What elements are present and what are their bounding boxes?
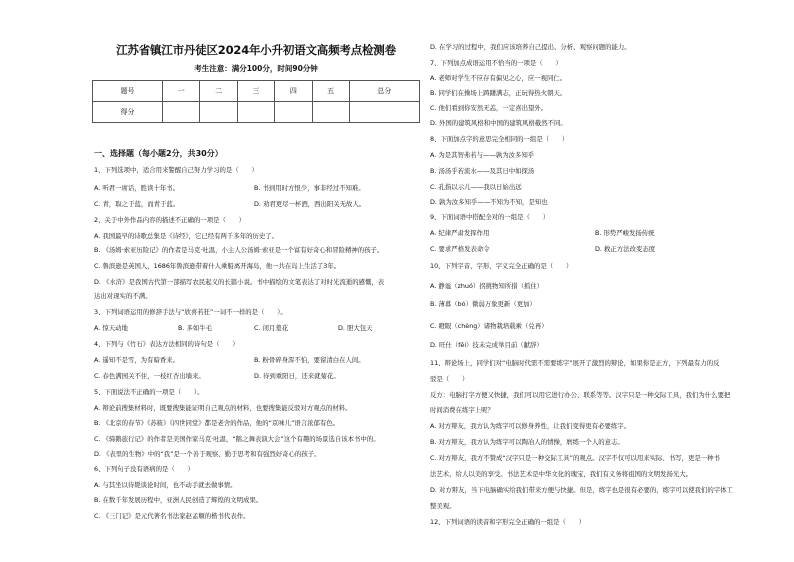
option-line: D. 《水浒》是我国古代第一部描写农民起义的长篇小说。书中描绘的文笔表达了对时光流逝的感慨，表 <box>94 278 385 286</box>
option-line: 法艺术，给人以美的享受。书法艺术是中华文化的瑰宝，我们有义务将祖国的文明发扬光大。 <box>430 470 693 478</box>
score-cell: 四 <box>275 81 312 102</box>
score-table-score-row <box>93 102 420 123</box>
score-table <box>92 80 420 123</box>
score-input-cell[interactable] <box>312 102 349 123</box>
score-input-cell[interactable] <box>163 102 200 123</box>
question-line: 5、下面说法不正确的一项是（ ）。 <box>94 388 204 396</box>
question-line: 1、下列选项中，适合用来警醒自己努力学习的是（ ） <box>94 166 258 174</box>
page-title: 江苏省镇江市丹徒区2024年小升初语文高频考点检测卷 <box>116 43 396 57</box>
option-line: B. 书到用时方恨少，事非经过不知难。 <box>254 184 365 192</box>
option-line: A. 惊天动地 <box>94 324 128 332</box>
option-line: A. 纪律严肃发挥作用 <box>430 229 490 237</box>
question-line: 驳是（ ） <box>430 375 469 383</box>
question-line: 2、关于中外作品内容的描述不正确的一项是（ ） <box>94 216 246 224</box>
option-line: C. 鲁滨逊是英国人，1686年鲁滨逊带着什人乘船离开海岛，他一共在岛上生活了3年。 <box>94 262 341 270</box>
score-input-cell[interactable] <box>200 102 237 123</box>
score-input-cell[interactable] <box>275 102 312 123</box>
option-line: C. 春色满园关不住，一枝红杏出墙来。 <box>94 372 205 380</box>
section-heading: 一、选择题（每小题2分，共30分） <box>94 149 223 158</box>
option-line: A. 辩论前搜集材料时，既要搜集能证明自己观点的材料，也要搜集能反驳对方观点的材料。 <box>94 404 352 412</box>
question-line: 4、下列与《竹石》表达方法相同的诗句是（ ） <box>94 340 239 348</box>
option-line: B. 多如牛毛 <box>178 324 213 332</box>
score-cell: 三 <box>237 81 274 102</box>
option-line: C. 对方辩友，我方不赞成“汉字只是一种交际工具”的观点。汉字不仅可以用来实际、书写，更是一种书 <box>430 454 720 462</box>
score-table-header-row <box>93 81 420 102</box>
option-line: D. 在学习的过程中，我们应该培养自己提出、分析、观察问题的能力。 <box>430 43 631 51</box>
question-line: 10、下列字音、字形、字义完全正确的是（ ） <box>430 262 573 270</box>
option-line: A. 老师对学生不应存有偏见之心，应一视同仁。 <box>430 74 567 82</box>
option-line: B. 汤汤乎若流水——及其日中如探汤 <box>430 167 535 175</box>
option-line: D. 孰为汝多知乎——不知为不知，是知也 <box>430 198 548 206</box>
option-line: A. 为是其智弗若与——孰为汝多知乎 <box>430 151 535 159</box>
option-line: D. 旺仕（fěi）技未完成举目前（献辞） <box>430 341 543 349</box>
option-line: B. 对方辩友，我方认为练字可以陶冶人的情操，磨练一个人的意志。 <box>430 438 624 446</box>
option-line: D. 《表里的生物》中的“我”是一个善于观察、勤于思考和有强烈好奇心的孩子。 <box>94 450 321 458</box>
option-line: D. 外国的建筑风格和中国的建筑风格截然不同。 <box>430 119 567 127</box>
option-line: C. 要求严格发表命令 <box>430 245 490 253</box>
option-line: C. 青，取之于蓝，而青于蓝。 <box>94 200 180 208</box>
passage-line: 反方：电脑打字方便又快捷，我们可以用它进行办公、联系等等。汉字只是一种交际工具，我们为什么要把 <box>430 391 731 399</box>
score-cell: 总分 <box>349 81 419 102</box>
option-line: A. 与其坐以待毙谈论时间，也不动手就去做事情。 <box>94 481 237 489</box>
exam-notice: 考生注意：满分100分，时间90分钟 <box>194 64 318 73</box>
option-line: A. 我国最早的诗歌总集是《诗经》，它已经有两千多年的历史了。 <box>94 232 279 240</box>
option-line: C. 瞪眼（chèng）诸物栽培载乘（兑再） <box>430 322 548 330</box>
option-line: D. 胆大包天 <box>338 324 373 332</box>
score-cell: 一 <box>163 81 200 102</box>
option-line: B. 《北京的春节》《苏筱》《四世同堂》都是老舍的作品，他的“京味儿”语言浓郁有色。 <box>94 419 340 427</box>
option-line: 整美观。 <box>430 502 456 510</box>
question-line: 7、下列加点成语运用不恰当的一项是（ ） <box>430 59 562 67</box>
option-line: B. 同学们在操场上踌躇满志，正玩得热火朝天。 <box>430 89 567 97</box>
option-line: C. 《三门记》是元代著名书法家赵孟頫的楷书代表作。 <box>94 512 250 520</box>
question-line: 3、下列词语运用的修辞手法与“欣喜若狂”一词不一样的是（ ）。 <box>94 308 287 316</box>
option-line: D. 劝君更尽一杯酒，西出阳关无故人。 <box>254 200 366 208</box>
option-line: D. 对方辩友，当下电脑确实给我们带来方便与快捷。但是，练字也是很有必要的，练字可以使我们的字体工 <box>430 486 733 494</box>
option-line: A. 静谧（zhuó）拐挑物知所措（抓住） <box>430 282 544 290</box>
passage-line: 时间消费在练字上呢？ <box>430 406 494 414</box>
question-line: 12、下列词语的读音和字形完全正确的一组是（ ） <box>430 518 586 526</box>
score-cell: 五 <box>312 81 349 102</box>
option-line: B. 《汤姆·索亚历险记》的作者是马克·吐温，小主人公汤姆·索亚是一个富有好奇心和冒险精神的孩子。 <box>94 246 384 254</box>
option-line: A. 遥知不是雪，为有暗香来。 <box>94 356 180 364</box>
score-input-cell[interactable] <box>349 102 419 123</box>
question-line: 11、辩论场上，同学们对“电脑时代需不需要练字”展开了激烈的辩论，如果你是正方，下列最有力的反 <box>430 359 720 367</box>
question-line: 8、下面加点字的意思完全相同的一组是（ ） <box>430 135 569 143</box>
option-line: C. 《骑鹅旅行记》的作者是美国作家马克·吐温，“鹅之舞表演大会”这个有趣的场景选自该本书中的。 <box>94 435 380 443</box>
option-line: D. 待到重阳日，还来就菊花。 <box>254 372 340 380</box>
option-line: C. 闭月羞花 <box>254 324 289 332</box>
option-line: B. 形势严峻发扬传统 <box>595 229 655 237</box>
option-line: A. 听君一席话，胜读十年书。 <box>94 184 180 192</box>
score-input-cell[interactable] <box>237 102 274 123</box>
option-line: D. 救正方法改变态度 <box>595 245 656 253</box>
score-cell: 二 <box>200 81 237 102</box>
option-line: B. 薄暮（bó）微弱万象更新（更加） <box>430 300 536 308</box>
score-cell: 得分 <box>93 102 163 123</box>
question-line: 9、下面词语中搭配全对的一组是（ ） <box>430 213 550 221</box>
option-line: 达出对现实的不满。 <box>94 292 152 300</box>
option-line: B. 粉骨碎身浑不怕，要留清白在人间。 <box>254 356 365 364</box>
option-line: C. 孔指以示儿——我以日始出远 <box>430 183 522 191</box>
score-cell: 题号 <box>93 81 163 102</box>
option-line: C. 他们看到你安然无恙，一定喜出望外。 <box>430 104 548 112</box>
option-line: B. 在数千年发展历程中，亚洲人民创造了辉煌的文明成果。 <box>94 496 263 504</box>
question-line: 6、下列句子没有语病的是（ ） <box>94 465 194 473</box>
option-line: A. 对方辩友，我方认为练字可以修身养性，让我们变得更有必要练字。 <box>430 422 631 430</box>
